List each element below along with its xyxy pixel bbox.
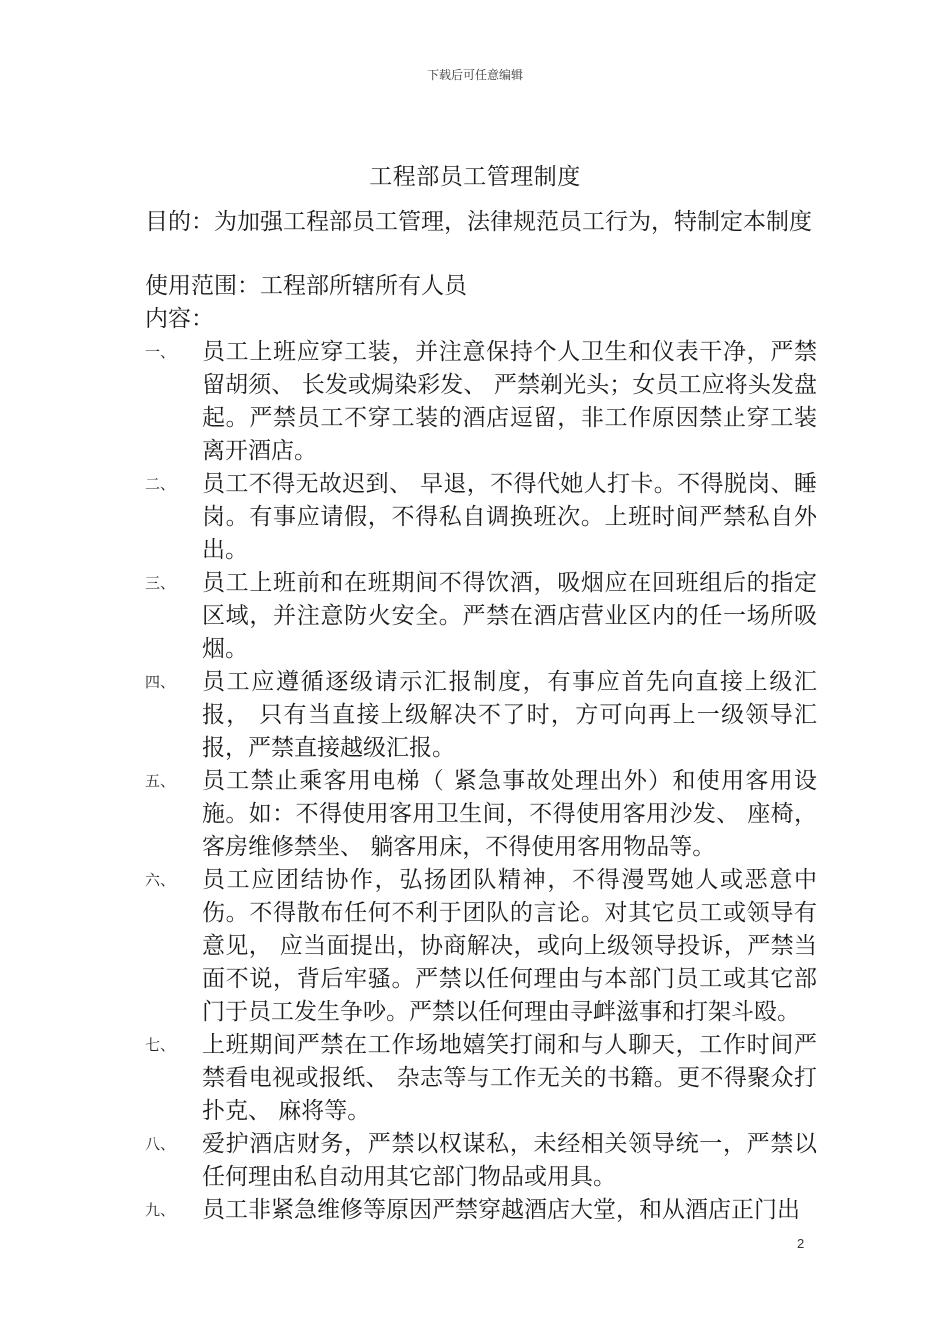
rule-item-3 — [145, 567, 817, 666]
document-title: 工程部员工管理制度 — [369, 164, 581, 190]
rule-number: 二、 — [145, 475, 176, 493]
rule-text: 上班期间严禁在工作场地嬉笑打闹和与人聊天，工作时间严禁看电视或报纸、 杂志等与工作无关的书籍。更不得聚众打扑克、 麻将等。 — [202, 1032, 817, 1124]
rule-item-4 — [145, 666, 817, 765]
rule-number: 九、 — [145, 1201, 176, 1219]
rule-number: 五、 — [145, 772, 176, 790]
rule-number: 四、 — [145, 673, 176, 691]
rule-number: 八、 — [145, 1135, 176, 1153]
scope-paragraph: 使用范围：工程部所辖所有人员 — [145, 273, 467, 299]
rule-text: 爱护酒店财务，严禁以权谋私，未经相关领导统一，严禁以任何理由私自动用其它部门物品或用具。 — [202, 1131, 817, 1190]
rule-item-8 — [145, 1128, 817, 1194]
rule-text: 员工非紧急维修等原因严禁穿越酒店大堂，和从酒店正门出 — [202, 1197, 800, 1223]
rule-item-2 — [145, 468, 817, 567]
rule-item-7 — [145, 1029, 817, 1128]
rule-item-1 — [145, 336, 817, 468]
rule-number: 一、 — [145, 343, 176, 361]
page-number: 2 — [797, 1236, 805, 1251]
rule-text: 员工不得无故迟到、 早退，不得代她人打卡。不得脱岗、睡岗。有事应请假，不得私自调换班次。上班时间严禁私自外出。 — [202, 471, 817, 563]
content-label: 内容： — [145, 306, 214, 332]
page-header-note: 下载后可任意编辑 — [426, 68, 523, 82]
rule-text: 员工上班应穿工装，并注意保持个人卫生和仪表干净，严禁留胡须、 长发或焗染彩发、 严禁剃光头；女员工应将头发盘起。严禁员工不穿工装的酒店逗留，非工作原因禁止穿工装离开酒店。 — [202, 339, 817, 464]
rule-number: 三、 — [145, 574, 176, 592]
rule-number: 六、 — [145, 871, 176, 889]
rule-item-6 — [145, 864, 817, 1029]
rule-number: 七、 — [145, 1036, 176, 1054]
rule-text: 员工禁止乘客用电梯（ 紧急事故处理出外）和使用客用设施。如：不得使用客用卫生间，不得使用客用沙发、 座椅，客房维修禁坐、 躺客用床，不得使用客用物品等。 — [202, 768, 817, 860]
rule-item-5 — [145, 765, 817, 864]
rule-text: 员工应团结协作，弘扬团队精神，不得漫骂她人或恶意中伤。不得散布任何不利于团队的言论。对其它员工或领导有意见， 应当面提出，协商解决，或向上级领导投诉，严禁当面不说，背后牢骚。严禁以任何理由与本部门员工或其它部门于员工发生争吵。严禁以任何理由寻衅滋事和打架斗殴。 — [202, 867, 817, 1025]
rule-text: 员工应遵循逐级请示汇报制度，有事应首先向直接上级汇报， 只有当直接上级解决不了时，方可向再上一级领导汇报，严禁直接越级汇报。 — [202, 669, 817, 761]
rules-list — [145, 336, 817, 1227]
purpose-paragraph: 目的：为加强工程部员工管理，法律规范员工行为，特制定本制度 — [145, 209, 812, 235]
rule-item-9 — [145, 1194, 817, 1227]
rule-text: 员工上班前和在班期间不得饮酒，吸烟应在回班组后的指定区域，并注意防火安全。严禁在酒店营业区内的任一场所吸烟。 — [202, 570, 817, 662]
